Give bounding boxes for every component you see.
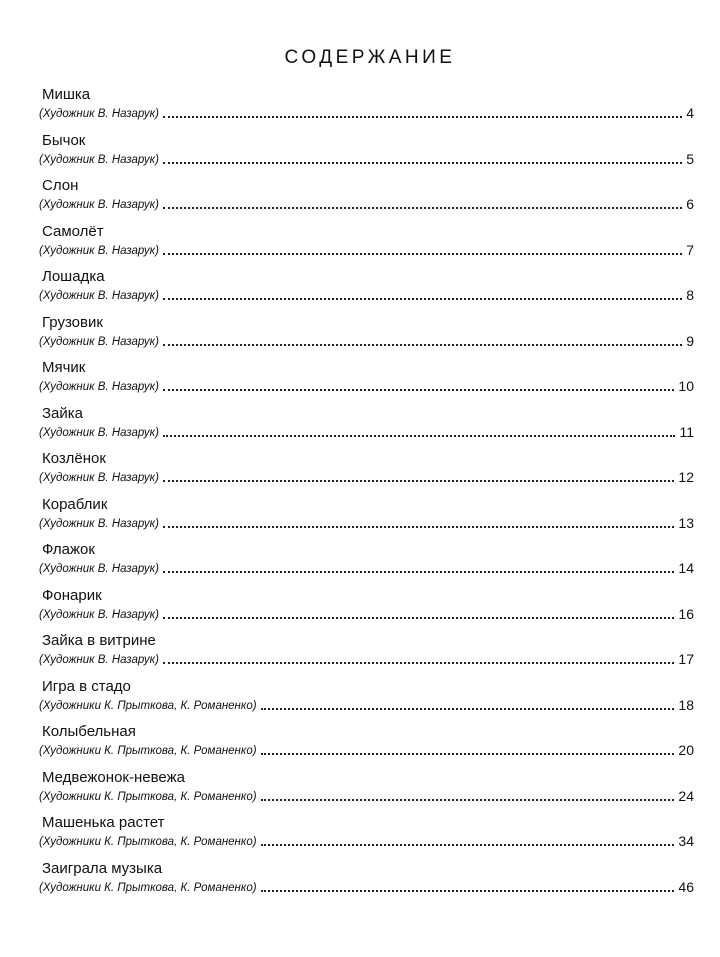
entry-title: Заиграла музыка [42,859,163,877]
entry-artist: (Художник В. Назарук) [39,654,159,666]
toc-entry [39,268,694,314]
entry-page-number: 24 [678,787,694,804]
entry-line [39,287,694,303]
entry-title: Флажок [42,541,95,558]
entry-line [39,241,694,258]
entry-page-number: 8 [686,287,694,303]
toc-entry [39,359,694,405]
entry-line [39,787,694,804]
entry-title: Лошадка [42,268,105,285]
entry-artist: (Художник В. Назарук) [39,335,159,348]
dot-leader [163,207,682,209]
entry-artist: (Художник В. Назарук) [39,381,159,393]
entry-artist: (Художник В. Назарук) [39,153,159,166]
dot-leader [163,389,675,391]
entry-line [39,605,694,622]
entry-artist: (Художники К. Прыткова, К. Романенко) [39,790,257,803]
entry-line [39,560,694,576]
entry-artist: (Художники К. Прыткова, К. Романенко) [39,745,257,757]
entry-page-number: 12 [678,469,694,485]
entry-page-number: 4 [686,105,694,121]
entry-title: Машенька растет [42,814,165,831]
toc-entry [39,86,694,132]
entry-line [39,469,694,485]
entry-title: Самолёт [42,222,104,240]
entry-line [39,514,694,531]
entry-title: Слон [42,177,79,194]
entry-page-number: 6 [686,196,694,212]
toc-entry [39,495,694,542]
dot-leader [163,526,675,528]
dot-leader [261,844,675,846]
entry-artist: (Художник В. Назарук) [39,108,159,120]
dot-leader [261,708,675,710]
entry-title: Зайка в витрине [42,632,156,649]
entry-artist: (Художник В. Назарук) [39,199,159,211]
dot-leader [163,662,675,664]
entry-line [39,332,694,349]
toc-entry [39,632,694,678]
toc-entry [39,222,694,269]
entry-page-number: 34 [678,833,694,849]
entry-artist: (Художник В. Назарук) [39,563,159,575]
entry-page-number: 11 [679,423,694,440]
entry-page-number: 20 [678,742,694,758]
entry-title: Колыбельная [42,723,136,740]
entry-title: Бычок [42,131,86,149]
entry-title: Мишка [42,86,91,103]
toc-entry [39,814,694,860]
page-title: СОДЕРЖАНИЕ [284,46,456,68]
entry-page-number: 5 [686,150,694,167]
entry-line [39,696,694,713]
entry-artist: (Художник В. Назарук) [39,244,159,257]
entry-title: Кораблик [42,495,108,513]
dot-leader [163,571,675,573]
dot-leader [163,253,682,255]
entry-artist: (Художники К. Прыткова, К. Романенко) [39,881,257,894]
entry-title: Медвежонок-невежа [42,768,185,786]
toc-entry [39,177,694,223]
entry-line [39,878,694,895]
toc-entry [39,541,694,587]
entry-artist: (Художник В. Назарук) [39,517,159,530]
entry-page-number: 18 [678,696,694,713]
dot-leader [163,116,682,118]
dot-leader [163,480,675,482]
entry-title: Грузовик [42,313,103,331]
dot-leader [163,162,682,164]
dot-leader [261,753,675,755]
dot-leader [163,617,675,619]
entry-line [39,651,694,667]
dot-leader [261,890,675,892]
toc-entry [39,450,694,496]
toc-entry [39,677,694,724]
entry-line [39,742,694,758]
entry-page-number: 14 [678,560,694,576]
entry-line [39,105,694,121]
toc-entry [39,131,694,178]
entry-page-number: 17 [678,651,694,667]
entry-artist: (Художники К. Прыткова, К. Романенко) [39,699,257,712]
entry-line [39,423,694,440]
entry-page-number: 7 [686,241,694,258]
entry-artist: (Художник В. Назарук) [39,426,159,439]
entry-artist: (Художники К. Прыткова, К. Романенко) [39,836,257,848]
toc-entry [39,723,694,769]
dot-leader [163,344,682,346]
entry-title: Мячик [42,359,86,376]
dot-leader [163,298,682,300]
toc-entry [39,404,694,451]
dot-leader [163,435,676,437]
entry-artist: (Художник В. Назарук) [39,608,159,621]
entry-page-number: 13 [678,514,694,531]
entry-artist: (Художник В. Назарук) [39,472,159,484]
dot-leader [261,799,675,801]
toc-entry [39,313,694,360]
entry-line [39,833,694,849]
entry-title: Козлёнок [42,450,106,467]
toc-entry [39,586,694,633]
entry-artist: (Художник В. Назарук) [39,290,159,302]
table-of-contents [39,86,694,905]
entry-line [39,378,694,394]
entry-page-number: 16 [678,605,694,622]
entry-line [39,196,694,212]
entry-page-number: 46 [678,878,694,895]
toc-entry [39,768,694,815]
toc-entry [39,859,694,906]
entry-page-number: 9 [686,332,694,349]
entry-page-number: 10 [678,378,694,394]
entry-line [39,150,694,167]
entry-title: Игра в стадо [42,677,131,695]
entry-title: Зайка [42,404,84,422]
entry-title: Фонарик [42,586,102,604]
